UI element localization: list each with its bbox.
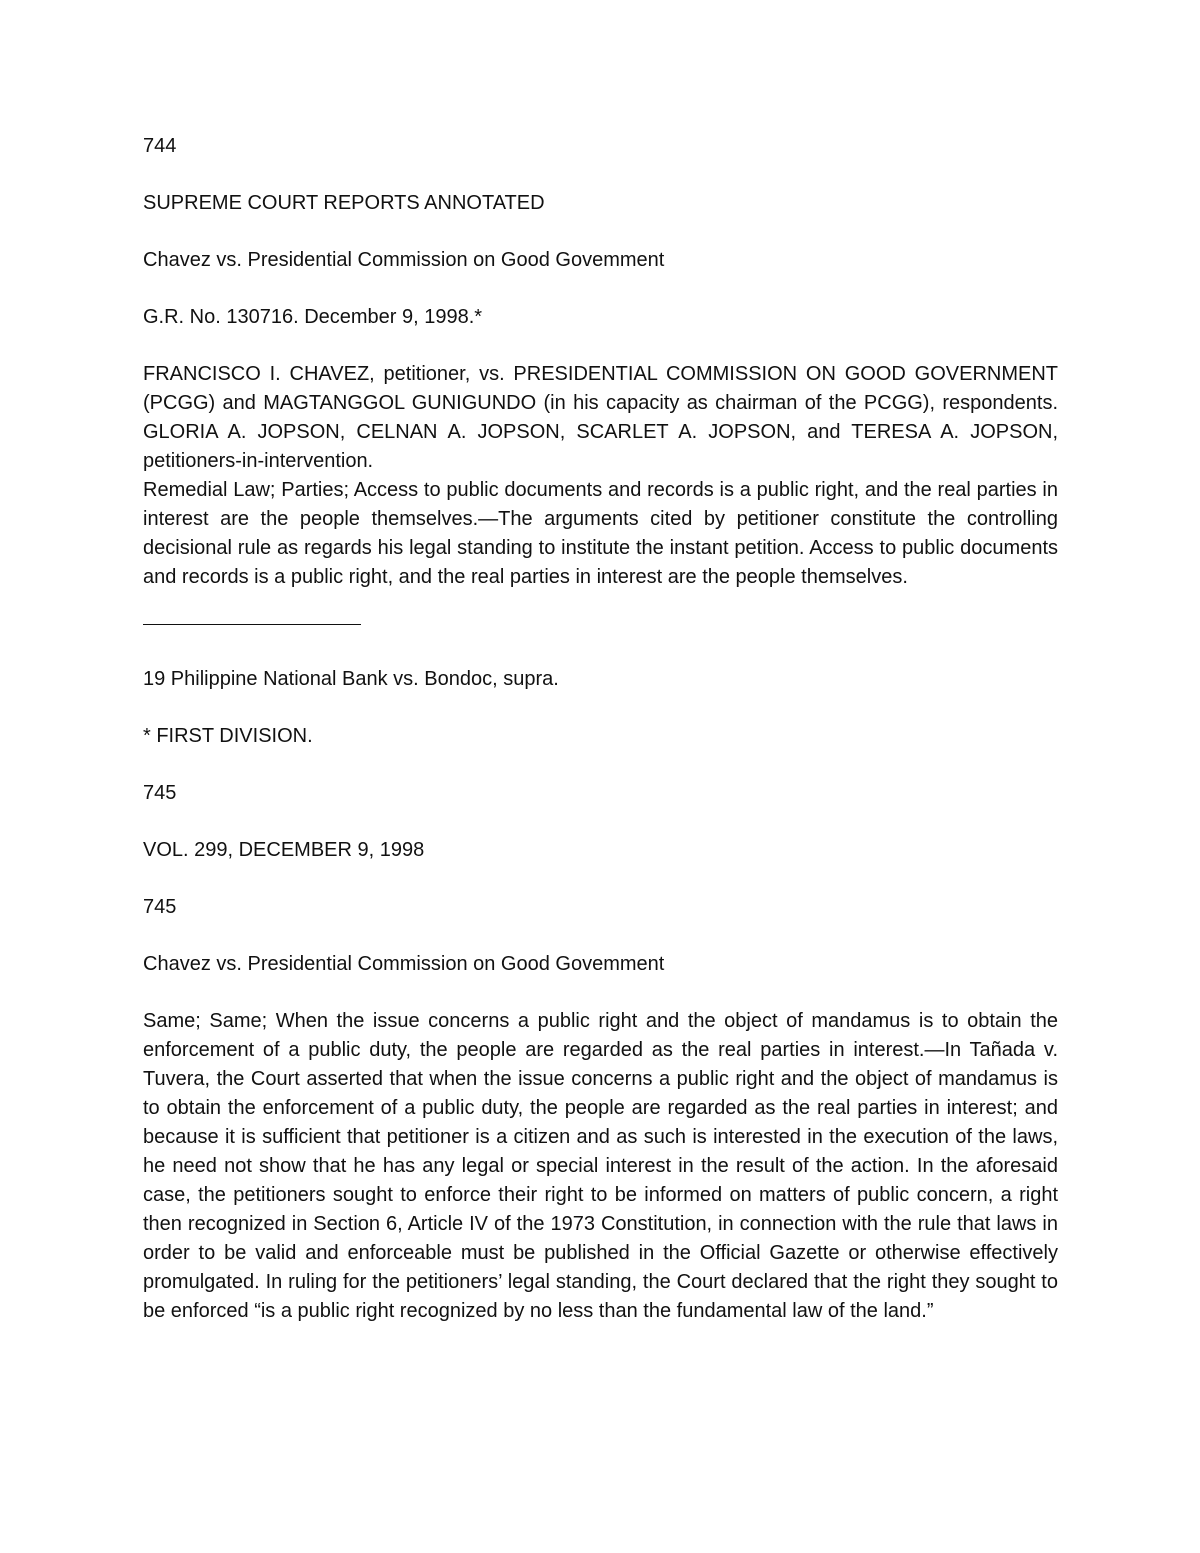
page-number: 744 [143,135,177,157]
parties-paragraph: FRANCISCO I. CHAVEZ, petitioner, vs. PRESIDENTIAL COMMISSION ON GOOD GOVERNMENT (PCGG) and MAGTANGGOL GUNIGUNDO (in his capacity as chairman of the PCGG), respondents. GLORIA A. JOPSON, CELNAN A. JOPSON, SCARLET A. JOPSON, and TERESA A. JOPSON, petitioners-in-intervention. [143,363,1058,472]
running-head: VOL. 299, DECEMBER 9, 1998 [143,839,425,861]
syllabus-paragraph: Remedial Law; Parties; Access to public documents and records is a public right, and the real parties in interest are the people themselves.—The arguments cited by petitioner constitute the controlling decisional rule as regards his legal standing to institute the instant petition. Access to public documents and records is a public right, and the real parties in interest are the people themselves. [143,479,1058,588]
footnote-19: 19 Philippine National Bank vs. Bondoc, supra. [143,668,559,690]
footnote-rule-line [143,624,361,625]
syllabus-paragraph: Same; Same; When the issue concerns a public right and the object of mandamus is to obtain the enforcement of a public duty, the people are regarded as the real parties in interest.—In Tañada v. Tuvera, the Court asserted that when the issue concerns a public right and the object of mandamus is to obtain the enforcement of a public duty, the people are regarded as the real parties in interest; and because it is sufficient that petitioner is a citizen and as such is interested in the execution of the laws, he need not show that he has any legal or special interest in the result of the action. In the aforesaid case, the petitioners sought to enforce their right to be informed on matters of public concern, a right then recognized in Section 6, Article IV of the 1973 Constitution, in connection with the rule that laws in order to be valid and enforceable must be published in the Official Gazette or otherwise effectively promulgated. In ruling for the petitioners’ legal standing, the Court declared that the right they sought to be enforced “is a public right recognized by no less than the fundamental law of the land.” [143,1010,1058,1322]
document-body [143,132,1058,1326]
gr-number-line: G.R. No. 130716. December 9, 1998.* [143,306,483,328]
case-title: Chavez vs. Presidential Commission on Good Govemment [143,249,665,271]
case-title: Chavez vs. Presidential Commission on Good Govemment [143,953,665,975]
page-number: 745 [143,782,177,804]
running-head: SUPREME COURT REPORTS ANNOTATED [143,192,545,214]
footnote-first-division: * FIRST DIVISION. [143,725,313,747]
page-number: 745 [143,896,177,918]
footnote-separator [143,610,1058,639]
